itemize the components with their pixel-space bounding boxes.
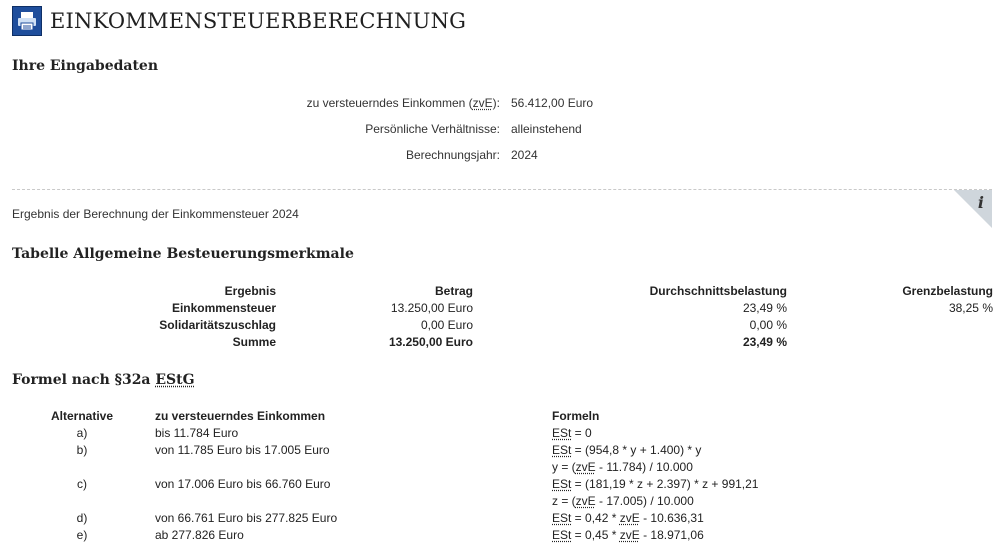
row-durchschnitt-einkommensteuer: 23,49 %	[742, 301, 787, 315]
row-betrag-soli: 0,00 Euro	[420, 318, 473, 332]
formula-c-extra: z = (zvE - 17.005) / 10.000	[552, 494, 694, 508]
row-durchschnitt-summe: 23,49 %	[742, 335, 787, 349]
row-durchschnitt-soli: 0,00 %	[749, 318, 787, 332]
formula-section-title: Formel nach §32a EStG	[12, 372, 195, 388]
abbr-estg: EStG	[155, 372, 195, 388]
input-label-verhaeltnisse: Persönliche Verhältnisse:	[365, 122, 500, 136]
page-title: EINKOMMENSTEUERBERECHNUNG	[50, 9, 467, 33]
col-header-durchschnitt: Durchschnittsbelastung	[649, 284, 787, 298]
input-label-zve: zu versteuerndes Einkommen (zvE):	[306, 96, 500, 110]
col-header-betrag: Betrag	[434, 284, 473, 298]
info-corner-shape	[954, 190, 992, 228]
formula-range-b: von 11.785 Euro bis 17.005 Euro	[155, 443, 330, 457]
formula-range-c: von 17.006 Euro bis 66.760 Euro	[155, 477, 331, 491]
input-value-zve: 56.412,00 Euro	[511, 96, 594, 110]
input-label-jahr: Berechnungsjahr:	[405, 148, 500, 162]
formula-b-extra: y = (zvE - 11.784) / 10.000	[552, 460, 693, 474]
tax-table-title: Tabelle Allgemeine Besteuerungsmerkmale	[12, 246, 354, 262]
row-betrag-einkommensteuer: 13.250,00 Euro	[390, 301, 473, 315]
section-divider	[12, 189, 992, 190]
formula-a: ESt = 0	[552, 426, 592, 440]
formula-e: ESt = 0,45 * zvE - 18.971,06	[552, 528, 704, 542]
app-header	[12, 6, 466, 36]
row-label-einkommensteuer: Einkommensteuer	[171, 301, 276, 315]
info-icon: i	[977, 193, 984, 212]
row-label-soli: Solidaritätszuschlag	[159, 318, 276, 332]
result-heading: Ergebnis der Berechnung der Einkommensteuer 2024	[12, 207, 299, 221]
formula-b: ESt = (954,8 * y + 1.400) * y	[552, 443, 702, 457]
formula-alt-b: b)	[76, 443, 88, 457]
row-label-summe: Summe	[232, 335, 276, 349]
input-section-title: Ihre Eingabedaten	[12, 58, 159, 74]
formula-c: ESt = (181,19 * z + 2.397) * z + 991,21	[552, 477, 759, 491]
formula-range-e: ab 277.826 Euro	[155, 528, 244, 542]
abbr-zve: zvE	[472, 96, 493, 110]
formula-range-d: von 66.761 Euro bis 277.825 Euro	[155, 511, 338, 525]
formula-alt-a: a)	[76, 426, 88, 440]
formula-d: ESt = 0,42 * zvE - 10.636,31	[552, 511, 704, 525]
formula-alt-e: e)	[76, 528, 88, 542]
formula-range-a: bis 11.784 Euro	[155, 426, 239, 440]
input-value-jahr: 2024	[511, 148, 538, 162]
formula-alt-c: c)	[77, 477, 87, 491]
col-header-ergebnis: Ergebnis	[224, 284, 276, 298]
row-grenz-einkommensteuer: 38,25 %	[948, 301, 993, 315]
formula-alt-d: d)	[76, 511, 88, 525]
formula-header-range: zu versteuerndes Einkommen	[155, 409, 326, 423]
col-header-grenz: Grenzbelastung	[902, 284, 993, 298]
formula-header-formula: Formeln	[552, 409, 600, 423]
formula-header-alt: Alternative	[50, 409, 114, 423]
printer-icon	[12, 6, 42, 36]
info-button[interactable]	[954, 190, 992, 228]
row-betrag-summe: 13.250,00 Euro	[388, 335, 473, 349]
input-value-verhaeltnisse: alleinstehend	[511, 122, 582, 136]
